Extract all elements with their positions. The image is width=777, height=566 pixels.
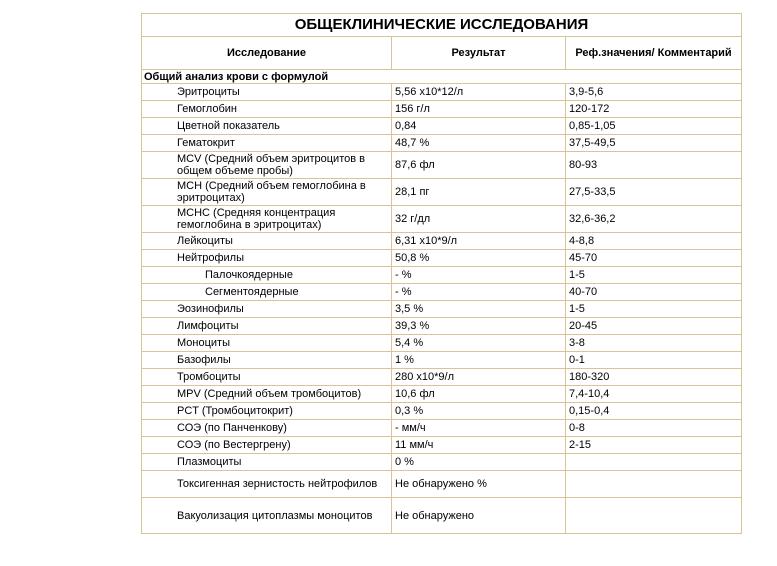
table-title: ОБЩЕКЛИНИЧЕСКИЕ ИССЛЕДОВАНИЯ: [142, 14, 742, 37]
test-result: 5,4 %: [392, 335, 566, 352]
test-reference: 4-8,8: [566, 233, 742, 250]
test-result: 11 мм/ч: [392, 437, 566, 454]
test-reference: 0,15-0,4: [566, 403, 742, 420]
test-name: Нейтрофилы: [142, 250, 392, 267]
test-result: 39,3 %: [392, 318, 566, 335]
column-header-ref: Реф.значения/ Комментарий: [566, 37, 742, 70]
table-row: [142, 498, 742, 534]
test-result: - мм/ч: [392, 420, 566, 437]
test-result: 87,6 фл: [392, 152, 566, 179]
column-header-result: Результат: [392, 37, 566, 70]
test-result: - %: [392, 267, 566, 284]
test-reference: 27,5-33,5: [566, 179, 742, 206]
test-result: 280 х10*9/л: [392, 369, 566, 386]
test-name: Тромбоциты: [142, 369, 392, 386]
test-result: 50,8 %: [392, 250, 566, 267]
test-reference: 3,9-5,6: [566, 84, 742, 101]
test-reference: 45-70: [566, 250, 742, 267]
test-reference: [566, 471, 742, 498]
section-title: Общий анализ крови с формулой: [142, 70, 742, 84]
table-row: [142, 352, 742, 369]
test-reference: [566, 454, 742, 471]
table-row: [142, 152, 742, 179]
test-reference: 180-320: [566, 369, 742, 386]
table-row: [142, 335, 742, 352]
lab-results-table: [141, 13, 742, 534]
column-header-test: Исследование: [142, 37, 392, 70]
test-result: 156 г/л: [392, 101, 566, 118]
test-reference: 0-1: [566, 352, 742, 369]
test-result: 5,56 х10*12/л: [392, 84, 566, 101]
test-reference: 1-5: [566, 301, 742, 318]
test-result: 1 %: [392, 352, 566, 369]
table-row: [142, 301, 742, 318]
table-row: [142, 471, 742, 498]
table-row: [142, 135, 742, 152]
test-result: 10,6 фл: [392, 386, 566, 403]
test-result: 48,7 %: [392, 135, 566, 152]
test-name: СОЭ (по Панченкову): [142, 420, 392, 437]
test-result: Не обнаружено %: [392, 471, 566, 498]
test-result: 28,1 пг: [392, 179, 566, 206]
test-name: Лейкоциты: [142, 233, 392, 250]
table-row: [142, 403, 742, 420]
test-reference: 37,5-49,5: [566, 135, 742, 152]
test-result: 3,5 %: [392, 301, 566, 318]
table-row: [142, 318, 742, 335]
test-name: Сегментоядерные: [142, 284, 392, 301]
test-name: MCH (Средний объем гемоглобина в эритроцитах): [142, 179, 392, 206]
test-name: Моноциты: [142, 335, 392, 352]
test-result: 0,84: [392, 118, 566, 135]
table-row: [142, 454, 742, 471]
test-name: СОЭ (по Вестергрену): [142, 437, 392, 454]
test-reference: 120-172: [566, 101, 742, 118]
test-result: 0 %: [392, 454, 566, 471]
test-reference: 0-8: [566, 420, 742, 437]
table-row: [142, 386, 742, 403]
test-reference: 2-15: [566, 437, 742, 454]
table-row: [142, 284, 742, 301]
test-name: Токсигенная зернистость нейтрофилов: [142, 471, 392, 498]
test-name: PCT (Тромбоцитокрит): [142, 403, 392, 420]
test-name: Вакуолизация цитоплазмы моноцитов: [142, 498, 392, 534]
test-name: MCHC (Средняя концентрация гемоглобина в эритроцитах): [142, 206, 392, 233]
table-row: [142, 267, 742, 284]
test-name: MCV (Средний объем эритроцитов в общем объеме пробы): [142, 152, 392, 179]
table-row: [142, 179, 742, 206]
test-name: Эритроциты: [142, 84, 392, 101]
table-row: [142, 233, 742, 250]
test-reference: 32,6-36,2: [566, 206, 742, 233]
test-result: 6,31 х10*9/л: [392, 233, 566, 250]
test-result: - %: [392, 284, 566, 301]
test-name: Гемоглобин: [142, 101, 392, 118]
test-result: 32 г/дл: [392, 206, 566, 233]
table-row: [142, 420, 742, 437]
test-name: MPV (Средний объем тромбоцитов): [142, 386, 392, 403]
test-reference: 80-93: [566, 152, 742, 179]
table-row: [142, 118, 742, 135]
test-reference: 7,4-10,4: [566, 386, 742, 403]
test-reference: 40-70: [566, 284, 742, 301]
table-row: [142, 437, 742, 454]
test-name: Плазмоциты: [142, 454, 392, 471]
test-reference: [566, 498, 742, 534]
test-name: Эозинофилы: [142, 301, 392, 318]
test-name: Гематокрит: [142, 135, 392, 152]
table-row: [142, 250, 742, 267]
test-result: 0,3 %: [392, 403, 566, 420]
test-name: Палочкоядерные: [142, 267, 392, 284]
test-result: Не обнаружено: [392, 498, 566, 534]
table-row: [142, 101, 742, 118]
test-name: Лимфоциты: [142, 318, 392, 335]
table-row: [142, 369, 742, 386]
test-name: Цветной показатель: [142, 118, 392, 135]
test-name: Базофилы: [142, 352, 392, 369]
test-reference: 1-5: [566, 267, 742, 284]
test-reference: 3-8: [566, 335, 742, 352]
table-row: [142, 206, 742, 233]
test-reference: 0,85-1,05: [566, 118, 742, 135]
table-row: [142, 84, 742, 101]
test-reference: 20-45: [566, 318, 742, 335]
